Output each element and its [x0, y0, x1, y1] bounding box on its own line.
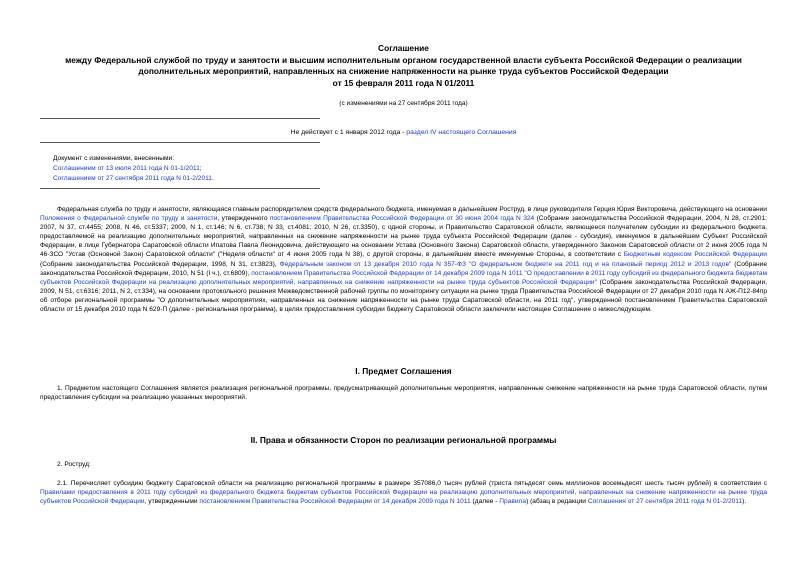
document-title — [40, 43, 767, 89]
divider-3 — [40, 188, 320, 189]
text: , утвержденными — [144, 498, 200, 506]
rules-short-link[interactable]: Правила — [499, 498, 527, 506]
changes-item-2 — [53, 174, 214, 184]
validity-notice-text: Не действует с 1 января 2012 года - — [290, 129, 407, 136]
text: , утвержденного — [217, 215, 270, 223]
section-2-title: II. Права и обязанности Сторон по реализации региональной программы — [250, 435, 557, 445]
text: (Собрание законодательства Российской Федерации, 2004, N 28, ст.2901; 2007, N 37, ст.4455; 2008, N 46, ст.5337; 2009, N 1, ст.146; N 6, ст.738; N 33, ст.4081; 2010, N 26, ст.3350), с одной стороны, и Правительство Саратовской области, являющееся получателем субсидии из федерального бюджета, предоставляемой на реализацию дополнительных мероприятий, направленных на снижение напряженности на рынке труда субъекта Российской Федерации (далее - субсидия), именуемое в дальнейшем Субъект Российской Федерации, в лице Губернатора Саратовской области Ипатова Павла Леонидовича, действующего на основании Устава (Основного Закона) Саратовской области, утвержденного Законом Саратовской области от 2 июня 2005 года N 46-ЗСО "Устав (Основной Закон) Саратовской области" ("Неделя области" от 4 июня 2005 года N 38), с другой стороны, в дальнейшем вместе именуемые Стороны, в соответствии с — [40, 215, 767, 259]
section-2-item-2: 2. Роструд: — [57, 461, 91, 468]
separator: ; — [199, 164, 202, 172]
decree-324-link[interactable]: постановлением Правительства Российской Федерации от 30 июня 2004 года N 324 — [269, 215, 535, 223]
text: (Собрание законодательства Российской Федерации, 2010, N 51 (I ч.), ст.6809), — [40, 260, 767, 277]
text: 2.1. Перечисляет субсидию бюджету Саратовской области на реализацию региональной программы в размере 357086,0 тысяч рублей (триста пятьдесят семь миллионов восемьдесят шесть тысяч рублей) в соответствии с — [57, 480, 767, 487]
section-1-paragraph: 1. Предметом настоящего Соглашения является реализация региональной программы, предусматривающей дополнительные мероприятия, направленные снижение напряженности на рынке труда Саратовской области, путем предоставления субсидии на реализацию указанных мероприятий. — [40, 385, 767, 402]
text: (Собрание законодательства Российской Федерации, 1998, N 31, ст.3823), — [40, 260, 280, 268]
validity-notice — [0, 128, 807, 137]
amendment-link-1[interactable]: Соглашением от 13 июля 2011 года N 01-1/2011 — [53, 164, 200, 172]
title-line-4: от 15 февраля 2011 года N 01/2011 — [332, 77, 475, 88]
rules-link[interactable]: Правилами предоставления в 2011 году субсидий из федерального бюджета бюджетам субъектов Российской Федерации на реализацию дополнительных мероприятий, направленных на снижение напряженности на рынке труда субъектов Российской Федерации — [40, 489, 767, 506]
notice-section-link[interactable]: раздел IV настоящего Соглашения — [406, 129, 517, 136]
decree-1011-link-2[interactable]: постановлением Правительства Российской Федерации от 14 декабря 2009 года N 1011 — [199, 498, 471, 506]
changes-heading: Документ с изменениями, внесенными: — [53, 155, 175, 162]
regulation-link[interactable]: Положения о Федеральной службе по труду и занятости — [40, 215, 218, 223]
budget-code-link[interactable]: Бюджетным кодексом Российской Федерации — [623, 251, 767, 259]
decree-1011-link[interactable]: постановлением Правительства Российской Федерации от 14 декабря 2009 года N 1011 "О предоставлении в 2011 году субсидий из федерального бюджета бюджетам субъектов Российской Федерации на реализацию дополнительных мероприятий, направленных на снижение напряженности на рынке труда субъектов Российской Федерации" — [40, 269, 767, 286]
text: ). — [742, 498, 747, 506]
changes-box — [53, 154, 214, 184]
title-line-1: Соглашение — [378, 43, 429, 53]
amendment-ref-link[interactable]: Соглашения от 27 сентября 2011 года N 01-2/2011 — [587, 498, 743, 506]
separator: . — [211, 174, 214, 182]
text: (далее - — [470, 498, 500, 506]
changes-item-1 — [53, 164, 214, 174]
divider-1 — [40, 118, 320, 119]
title-line-3: дополнительных мероприятий, направленных на снижение напряженности на рынке труда субъектов Российской Федерации — [138, 66, 669, 77]
section-2-item-2-1 — [40, 479, 767, 506]
title-line-2: между Федеральной службой по труду и занятости и высшим исполнительным органом государственной власти субъекта Российской Федерации о реализации — [65, 54, 742, 65]
text: (Собрание законодательства Российской Федерации, 2009, N 51, ст.6316; 2011, N 2, ст.334), на основании протокольного решения Межведомственной рабочей группы по мониторингу ситуации на рынке труда Правительства Российской Федерации от 27 декабря 2010 года N АЖ-П12-84пр об отборе региональной программы "О дополнительных мероприятиях, направленных на снижение напряженности на рынке труда Саратовской области, на 2011 год", утвержденной постановлением Правительства Саратовской области от 15 декабря 2010 года N 629-П (далее - региональная программа), в целях предоставления субсидии бюджету Саратовской области заключили настоящее Соглашение о нижеследующем. — [40, 278, 767, 314]
section-1-title: I. Предмет Соглашения — [355, 366, 452, 376]
federal-law-link[interactable]: Федеральным законом от 13 декабря 2010 года N 357-ФЗ "О федеральном бюджете на 2011 год и на плановый период 2012 и 2013 годов" — [279, 260, 732, 268]
preamble-paragraph — [40, 205, 767, 314]
text: ) (абзац в редакции — [526, 498, 588, 506]
divider-2 — [40, 142, 320, 143]
text: Федеральная служба по труду и занятости, являющаяся главным распорядителем средств федерального бюджета, именуемая в дальнейшем Роструд, в лице руководителя Герция Юрия Викторовича, действующего на основании — [57, 206, 767, 213]
amendment-link-2[interactable]: Соглашением от 27 сентября 2011 года N 01-2/2011 — [53, 174, 212, 182]
amended-note: (с изменениями на 27 сентября 2011 года) — [339, 100, 468, 107]
